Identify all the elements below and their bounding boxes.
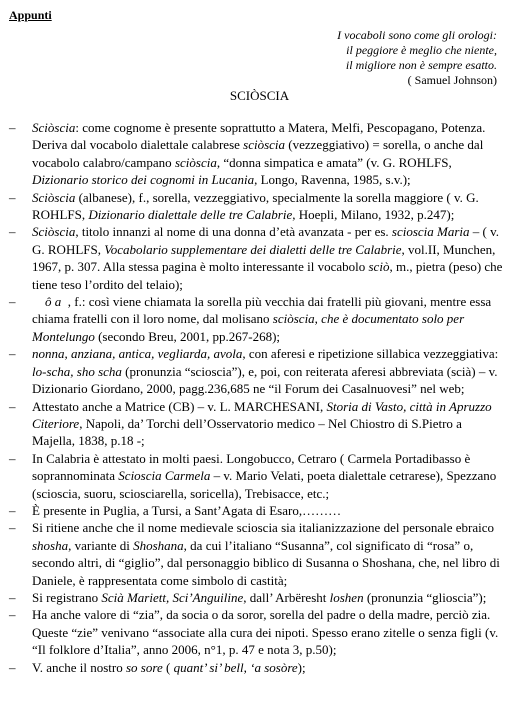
epigraph-line: il peggiore è meglio che niente,: [346, 43, 497, 57]
list-item: [0, 189, 519, 224]
entry-text: , con aferesi e ripetizione sillabica vezzeggiativa:: [242, 346, 499, 362]
epigraph-author: ( Samuel Johnson): [407, 73, 497, 87]
entry-text: , Longo, Ravenna, 1985, s.v.);: [254, 172, 411, 188]
entry-text: Attestato anche a Matrice (CB) – v. L. MARCHESANI,: [32, 398, 327, 414]
entry-text: Si ritiene anche che il nome medievale scioscia sia italianizzazione del personale ebraico: [32, 520, 495, 536]
italic-text: scioscia Maria: [391, 224, 470, 240]
italic-text: sciò: [368, 259, 390, 275]
entry-text: , vol.II, Munchen, 1967, p. 307. Alla stessa pagina è molto interessante il vocabolo: [32, 241, 496, 275]
list-item: [0, 293, 519, 345]
entry-text: : come cognome è presente soprattutto a Matera, Melfi, Pescopagano, Potenza. Deriva dal vocabolo dialettale calabrese: [32, 120, 486, 153]
italic-text: Shoshana: [133, 537, 184, 553]
italic-text: Scioscia Carmela: [118, 468, 211, 484]
entry-text: , variante di: [68, 537, 134, 553]
epigraph: [337, 28, 497, 88]
italic-text: so sore: [126, 659, 163, 675]
entry-text: V. anche il nostro: [32, 659, 126, 675]
italic-text: Storia di Vasto, città in Apruzzo Citeriore: [32, 398, 492, 431]
bullet-dash: –: [9, 224, 16, 240]
italic-text: sciòscia: [174, 154, 217, 170]
list-item: [0, 502, 519, 519]
entry-text: È presente in Puglia, a Tursi, a Sant’Agata di Esaro,………: [32, 502, 342, 518]
italic-text: Dizionario storico dei cognomi in Lucania: [32, 172, 255, 188]
bullet-dash: –: [9, 294, 16, 310]
italic-text: Vocabolario supplementare dei dialetti delle tre Calabrie: [104, 241, 402, 257]
entry-text: (pronunzia “scioscia”), e, poi, con reiterata aferesi abbreviata (scià) – v. Dizionario Giordano, 2000, pagg.236,685 ne “il Forum dei Casalnuovesi” nel web;: [32, 363, 498, 397]
entry-text: – v. Mario Velati, poeta dialettale cetrarese), Spezzano (scioscia, suoru, sciosciarella, soricella), Trebisacce, etc.;: [32, 468, 497, 501]
entry-text: );: [297, 659, 306, 675]
italic-text: nonna, anziana, antica, vegliarda, avola: [32, 346, 243, 362]
page-title: SCIÒSCIA: [229, 88, 290, 103]
list-item: [0, 519, 519, 589]
entry-list: [0, 119, 519, 676]
entry-text: Si registrano: [32, 589, 102, 605]
entry-text: , f.: così viene chiamata la sorella più vecchia dai fratelli più giovani, mentre essa chiama fratelli con il loro nome, dal molisano: [32, 294, 492, 327]
entry-text: (vezzeggiativo) = sorella, o anche dal vocabolo calabro/campano: [32, 137, 484, 170]
entry-text: (: [162, 659, 174, 675]
italic-text: Sciòscia: [32, 189, 76, 205]
bullet-dash: –: [9, 450, 16, 466]
list-item: [0, 589, 519, 606]
list-item: [0, 119, 519, 189]
entry-text: , titolo innanzi al nome di una donna d’età avanzata - per es.: [75, 224, 392, 240]
entry-text: , Hoepli, Milano, 1932, p.247);: [292, 207, 455, 223]
italic-text: quant’ si’ bell, ‘a sosòre: [173, 659, 298, 675]
entry-text: , da cui l’italiano “Susanna”, col significato di “rosa” o, secondo altri, di “giglio”, dal personaggio biblico di Susanna o Shoshana, che, nel libro di Daniele, è rappresentata come simbolo di castità;: [32, 537, 500, 588]
italic-text: Sciòscia: [32, 224, 76, 240]
italic-text: Scià Mariett, Sci’Anguiline: [101, 589, 244, 605]
list-item: [0, 345, 519, 397]
bullet-dash: –: [9, 189, 16, 205]
italic-text: sciòscia, che è documentato solo per Montelungo: [32, 311, 465, 344]
epigraph-line: I vocaboli sono come gli orologi:: [337, 28, 497, 42]
entry-text: , m., pietra (peso) che tiene teso l’ordito del telaio);: [32, 259, 503, 292]
list-item: [0, 223, 519, 293]
header-label: Appunti: [9, 8, 52, 22]
italic-text: loshen: [329, 589, 364, 605]
list-item: [0, 398, 519, 450]
bullet-dash: –: [9, 607, 16, 623]
list-item: [0, 659, 519, 676]
bullet-dash: –: [9, 659, 16, 675]
bullet-dash: –: [9, 502, 16, 518]
entry-text: (albanese), f., sorella, vezzeggiativo, specialmente la sorella maggiore ( v. G. ROHLFS,: [32, 189, 479, 223]
entry-text: (secondo Breu, 2001, pp.267-268);: [94, 328, 281, 344]
list-item: [0, 450, 519, 502]
bullet-dash: –: [9, 346, 16, 362]
italic-text: Sciòscia: [32, 120, 76, 135]
entry-text: In Calabria è attestato in molti paesi. Longobucco, Cetraro ( Carmela Portadibasso è soprannominata: [32, 450, 471, 484]
bullet-dash: –: [9, 120, 16, 135]
bullet-dash: –: [9, 398, 16, 414]
italic-text: Dizionario dialettale delle tre Calabrie: [88, 207, 293, 223]
bullet-dash: –: [9, 589, 16, 605]
italic-text: shosha: [32, 537, 69, 553]
entry-text: – ( v. G. ROHLFS,: [32, 224, 500, 257]
entry-text: (pronunzia “glioscia”);: [363, 589, 487, 605]
italic-text: sciòscia: [243, 137, 286, 153]
entry-text: , dall’ Arbëresht: [243, 589, 330, 605]
list-item: [0, 606, 519, 658]
epigraph-line: il migliore non è sempre esatto.: [345, 58, 497, 72]
entry-text: , Napoli, da’ Torchi dell’Osservatorio medico – Nel Chiostro di S.Pietro a Majella, 1838, p.18 -;: [32, 415, 462, 449]
italic-text: lo-scha, sho scha: [32, 363, 122, 379]
entry-text: , “donna simpatica e amata” (v. G. ROHLFS,: [216, 154, 452, 170]
bullet-dash: –: [9, 520, 16, 536]
entry-text: Ha anche valore di “zia”, da socia o da soror, sorella del padre o della madre, perciò zia. Queste “zie” venivano “associate alla cura dei nipoti. Spesso erano zitelle o senza figli (v. “Il folklore d’Italia”, anno 2006, n°1, p. 47 e nota 3, p.50);: [32, 607, 499, 658]
italic-text: ô a: [32, 294, 65, 310]
